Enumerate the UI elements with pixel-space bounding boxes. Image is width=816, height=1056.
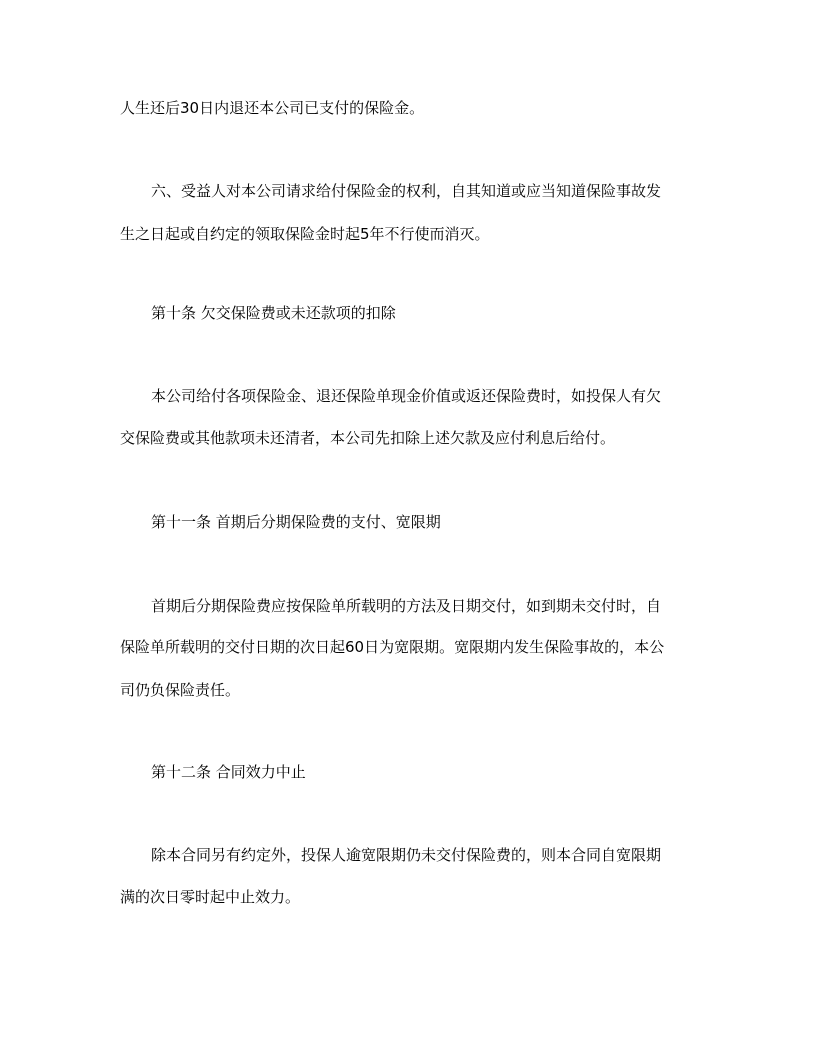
paragraph-line: 首期后分期保险费应按保险单所载明的方法及日期交付，如到期未交付时，自	[151, 597, 662, 615]
paragraph-line: 人生还后30日内退还本公司已支付的保险金。	[120, 99, 425, 117]
section-heading: 第十条 欠交保险费或未还款项的扣除	[151, 304, 396, 322]
paragraph-line: 满的次日零时起中止效力。	[120, 888, 301, 906]
paragraph-line: 生之日起或自约定的领取保险金时起5年不行使而消灭。	[120, 225, 490, 243]
paragraph-line: 本公司给付各项保险金、退还保险单现金价值或返还保险费时，如投保人有欠	[151, 387, 662, 405]
paragraph-line: 六、受益人对本公司请求给付保险金的权利，自其知道或应当知道保险事故发	[151, 182, 662, 200]
section-heading: 第十二条 合同效力中止	[151, 763, 306, 781]
paragraph-line: 除本合同另有约定外，投保人逾宽限期仍未交付保险费的，则本合同自宽限期	[151, 846, 662, 864]
section-heading: 第十一条 首期后分期保险费的支付、宽限期	[151, 513, 441, 531]
paragraph-line: 保险单所载明的交付日期的次日起60日为宽限期。宽限期内发生保险事故的，本公	[120, 638, 665, 656]
paragraph-line: 司仍负保险责任。	[120, 681, 241, 699]
paragraph-line: 交保险费或其他款项未还清者，本公司先扣除上述欠款及应付利息后给付。	[120, 429, 616, 447]
